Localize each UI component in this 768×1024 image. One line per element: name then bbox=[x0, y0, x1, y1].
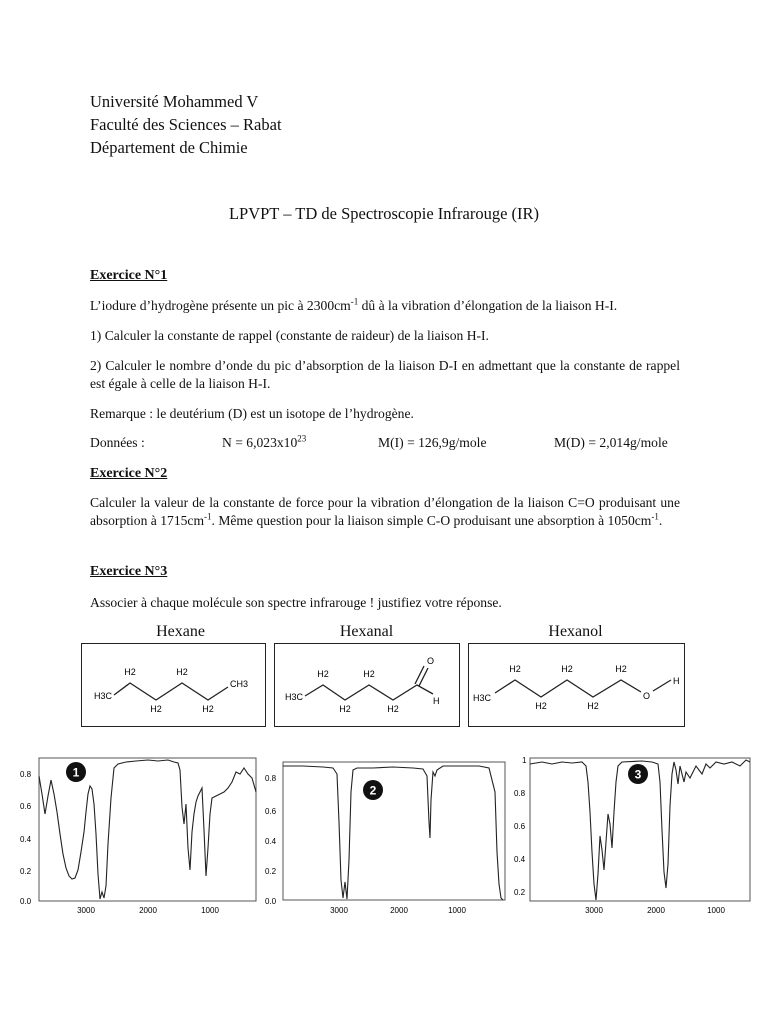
atom-ch3: CH3 bbox=[230, 679, 249, 689]
atom-h2: H2 bbox=[615, 664, 627, 674]
atom-h2: H2 bbox=[387, 704, 399, 714]
y-tick: 0.4 bbox=[514, 855, 526, 864]
molecule-name-hexanol: Hexanol bbox=[548, 623, 603, 640]
exercise-1-heading: Exercice N°1 bbox=[90, 268, 168, 283]
structure-box-hexanal bbox=[274, 643, 460, 727]
x-tick: 2000 bbox=[647, 906, 665, 915]
atom-h3c: H3C bbox=[94, 691, 113, 701]
atom-h: H bbox=[673, 676, 680, 686]
exercise-1-question-1: 1) Calculer la constante de rappel (constante de raideur) de la liaison H-I. bbox=[90, 328, 489, 343]
spectrum-2-plot bbox=[263, 752, 511, 922]
structure-box-hexanol bbox=[468, 643, 685, 727]
data-label: Données : bbox=[90, 435, 145, 450]
structure-box-hexane bbox=[81, 643, 266, 727]
mass-deuterium: M(D) = 2,014g/mole bbox=[554, 435, 668, 450]
atom-h2: H2 bbox=[509, 664, 521, 674]
atom-h2: H2 bbox=[363, 669, 375, 679]
y-tick: 0.2 bbox=[265, 867, 277, 876]
exercise-1-statement: L’iodure d’hydrogène présente un pic à $2300cm^{-1}$ dû à la vibration d’élongation de la liaison H-I. bbox=[90, 296, 618, 313]
y-tick: 0.4 bbox=[20, 835, 32, 844]
ir-spectrum-3 bbox=[512, 752, 756, 927]
atom-h3c: H3C bbox=[285, 692, 304, 702]
y-tick: 0.6 bbox=[20, 802, 32, 811]
molecule-name-hexane: Hexane bbox=[156, 623, 205, 640]
spectrum-badge-label: 3 bbox=[634, 767, 642, 782]
atom-h2: H2 bbox=[587, 701, 599, 711]
university-name: Université Mohammed V bbox=[90, 92, 259, 111]
x-tick: 2000 bbox=[390, 906, 408, 915]
ir-spectrum-2 bbox=[263, 752, 511, 927]
atom-h2: H2 bbox=[561, 664, 573, 674]
hexanol-structure bbox=[469, 644, 683, 725]
y-tick: 0.6 bbox=[265, 807, 277, 816]
ir-spectrum-1 bbox=[18, 752, 262, 927]
exercise-1-remark: Remarque : le deutérium (D) est un isotope de l’hydrogène. bbox=[90, 406, 414, 421]
atom-h2: H2 bbox=[150, 704, 162, 714]
x-tick: 3000 bbox=[330, 906, 348, 915]
y-tick: 0.2 bbox=[20, 867, 32, 876]
atom-h2: H2 bbox=[176, 667, 188, 677]
spectrum-badge-label: 2 bbox=[369, 783, 377, 798]
hexane-structure bbox=[82, 644, 264, 725]
atom-o: O bbox=[427, 656, 435, 666]
spectrum-badge-label: 1 bbox=[72, 765, 80, 780]
y-tick: 0.6 bbox=[514, 822, 526, 831]
department-name: Département de Chimie bbox=[90, 138, 248, 157]
x-tick: 1000 bbox=[448, 906, 466, 915]
exercise-2-statement: Calculer la valeur de la constante de force pour la vibration d’élongation de la liaison C=O produisant une absorption à $1715cm^{-1}$. Même question pour la liaison simple C-O produisant une absorption à $1050cm^{-1}$. bbox=[90, 495, 680, 528]
y-tick: 0.8 bbox=[20, 770, 32, 779]
avogadro-value: $N = 6,023x10^{23}$ bbox=[222, 433, 307, 450]
faculty-name: Faculté des Sciences – Rabat bbox=[90, 115, 282, 134]
atom-h2: H2 bbox=[317, 669, 329, 679]
exercise-1-question-2: 2) Calculer le nombre d’onde du pic d’absorption de la liaison D-I en admettant que la constante de rappel est égale à celle de la liaison H-I. bbox=[90, 358, 680, 391]
exercise-3-heading: Exercice N°3 bbox=[90, 564, 168, 579]
atom-h2: H2 bbox=[339, 704, 351, 714]
molecule-name-hexanal: Hexanal bbox=[339, 623, 394, 640]
y-tick: 0.8 bbox=[265, 774, 277, 783]
atom-h3c: H3C bbox=[473, 693, 492, 703]
y-tick: 0.0 bbox=[20, 897, 32, 906]
x-tick: 1000 bbox=[201, 906, 219, 915]
atom-h: H bbox=[433, 696, 440, 706]
y-tick: 0.8 bbox=[514, 789, 526, 798]
atom-h2: H2 bbox=[202, 704, 214, 714]
page-title: LPVPT – TD de Spectroscopie Infrarouge (IR) bbox=[228, 204, 540, 223]
exercise-2-heading: Exercice N°2 bbox=[90, 466, 168, 481]
y-tick: 0.0 bbox=[265, 897, 277, 906]
atom-o: O bbox=[643, 691, 651, 701]
atom-h2: H2 bbox=[535, 701, 547, 711]
x-tick: 3000 bbox=[585, 906, 603, 915]
x-tick: 3000 bbox=[77, 906, 95, 915]
spectrum-1-plot bbox=[18, 752, 262, 922]
x-tick: 2000 bbox=[139, 906, 157, 915]
atom-h2: H2 bbox=[124, 667, 136, 677]
y-tick: 1 bbox=[522, 756, 527, 765]
exercise-3-statement: Associer à chaque molécule son spectre infrarouge ! justifiez votre réponse. bbox=[90, 595, 502, 610]
mass-iodine: M(I) = 126,9g/mole bbox=[378, 435, 487, 450]
x-tick: 1000 bbox=[707, 906, 725, 915]
y-tick: 0.2 bbox=[514, 888, 526, 897]
spectrum-3-plot bbox=[512, 752, 756, 922]
y-tick: 0.4 bbox=[265, 837, 277, 846]
hexanal-structure bbox=[275, 644, 458, 725]
